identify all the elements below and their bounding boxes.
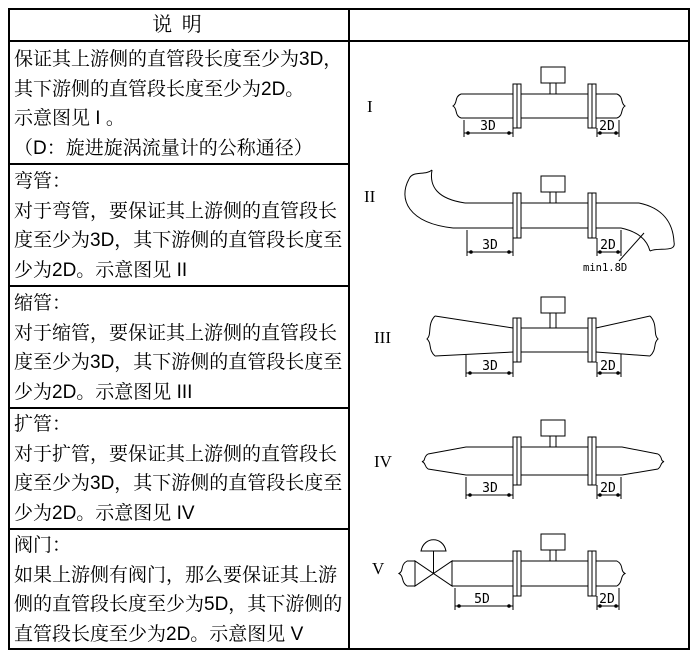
dimension-downstream	[597, 230, 621, 256]
flowmeter-transmitter	[541, 67, 565, 94]
dimension-label: 3D	[482, 359, 498, 374]
spec-line: 度至少为3D，其下游侧的直管段长度至	[14, 230, 343, 251]
spec-row-reducer	[14, 289, 346, 407]
flowmeter-transmitter	[541, 297, 565, 328]
spec-line: 对于弯管，要保证其上游侧的直管段长	[14, 200, 338, 222]
spec-row-elbow	[14, 167, 346, 285]
pipe	[405, 170, 674, 251]
dimension-label: 3D	[480, 119, 496, 134]
pipe-break-icon	[650, 316, 658, 356]
row-separator-2	[8, 285, 348, 287]
pipe	[422, 447, 664, 475]
flange-upstream	[513, 437, 521, 485]
dimension-label: 2D	[599, 119, 615, 134]
pipe-break-icon	[617, 561, 625, 586]
flange-upstream	[513, 318, 521, 362]
flange-downstream	[588, 318, 596, 362]
dimension-label: 3D	[482, 238, 498, 253]
spec-line: 其下游侧的直管段长度至少为2D。	[14, 78, 305, 100]
dimension-upstream	[466, 477, 513, 499]
downstream-bend	[621, 228, 650, 251]
spec-line: 侧的直管段长度至少为5D，其下游侧的	[14, 594, 343, 615]
diagram-numeral: II	[364, 187, 376, 206]
flowmeter-transmitter	[541, 420, 565, 447]
flange-upstream	[513, 551, 521, 596]
spec-row-valve	[14, 531, 346, 649]
valve-icon	[415, 540, 452, 586]
spec-line: 弯管：	[14, 171, 72, 192]
flange-downstream	[588, 84, 596, 128]
dimension-downstream	[597, 477, 621, 499]
pipe	[453, 94, 625, 118]
spec-line: 示意图见 I 。	[14, 108, 125, 129]
row-separator-3	[8, 407, 348, 409]
spec-line: 对于缩管，要保证其上游侧的直管段长	[14, 322, 338, 344]
upstream-bend	[405, 179, 453, 228]
spec-line: 度至少为3D，其下游侧的直管段长度至	[14, 352, 343, 373]
spec-line: 少为2D。示意图见 III	[14, 381, 193, 403]
diagram-expander	[350, 407, 690, 528]
spec-row-straight-pipe	[14, 45, 346, 163]
dimension-upstream	[466, 355, 513, 377]
row-separator-4	[8, 528, 348, 530]
flange-upstream	[513, 84, 521, 128]
diagram-numeral: III	[374, 328, 391, 347]
flange-downstream	[588, 437, 596, 485]
dimension-downstream	[597, 354, 621, 377]
spec-line: 直管段长度至少为2D。示意图见 V	[14, 623, 304, 645]
dimension-downstream	[597, 119, 619, 137]
diagram-valve	[350, 528, 690, 648]
flowmeter-transmitter	[541, 176, 565, 203]
valve-handwheel	[421, 540, 446, 551]
spec-line: 少为2D。示意图见 IV	[14, 502, 195, 524]
diagram-numeral: V	[372, 559, 385, 578]
pipe-break-icon	[617, 94, 625, 118]
pipe	[427, 316, 658, 356]
table-header: 说 明	[152, 14, 204, 36]
dimension-upstream	[464, 119, 513, 137]
diagram-reducer	[350, 285, 690, 407]
dimension-downstream	[597, 588, 619, 610]
flowmeter-transmitter	[541, 534, 565, 561]
dimension-label: 2D	[599, 592, 615, 607]
diagram-numeral: I	[367, 97, 373, 116]
spec-line: 阀门：	[14, 535, 72, 556]
dimension-upstream	[467, 230, 513, 256]
bend-radius-label: min1.8D	[583, 262, 628, 274]
dimension-label: 2D	[600, 359, 616, 374]
spec-line: 对于扩管，要保证其上游侧的直管段长	[14, 443, 338, 465]
diagram-numeral: IV	[374, 452, 392, 471]
flange-downstream	[588, 193, 596, 238]
flange-upstream	[513, 193, 521, 238]
pipe-break-icon	[422, 454, 428, 469]
spec-line: （D：旋进旋涡流量计的公称通径）	[14, 137, 313, 159]
row-separator-1	[8, 163, 348, 165]
spec-line: 少为2D。示意图见 II	[14, 259, 188, 281]
pipe-break-icon	[399, 561, 407, 586]
flange-downstream	[588, 551, 596, 596]
diagram-straight-pipe	[350, 42, 690, 163]
diagram-elbow	[350, 163, 690, 285]
spec-row-expander	[14, 410, 346, 528]
spec-line: 如果上游侧有阀门，那么要保证其上游	[14, 564, 338, 586]
dimension-upstream	[455, 588, 513, 610]
dimension-label: 3D	[482, 481, 498, 496]
downstream-bend	[639, 203, 674, 242]
pipe-break-icon	[658, 454, 664, 469]
upstream-bend	[431, 170, 465, 203]
pipe-break-icon	[650, 242, 674, 251]
spec-line: 度至少为3D，其下游侧的直管段长度至	[14, 473, 343, 494]
dimension-label: 2D	[600, 238, 616, 253]
spec-line: 缩管：	[14, 293, 72, 314]
leader-line	[619, 233, 644, 261]
dimension-label: 2D	[600, 481, 616, 496]
pipe-break-icon	[409, 170, 432, 179]
spec-line: 扩管：	[14, 414, 72, 435]
pipe-break-icon	[453, 94, 461, 118]
pipe-break-icon	[427, 316, 435, 356]
spec-line: 保证其上游侧的直管段长度至少为3D，	[14, 49, 343, 70]
dimension-label: 5D	[474, 592, 490, 607]
